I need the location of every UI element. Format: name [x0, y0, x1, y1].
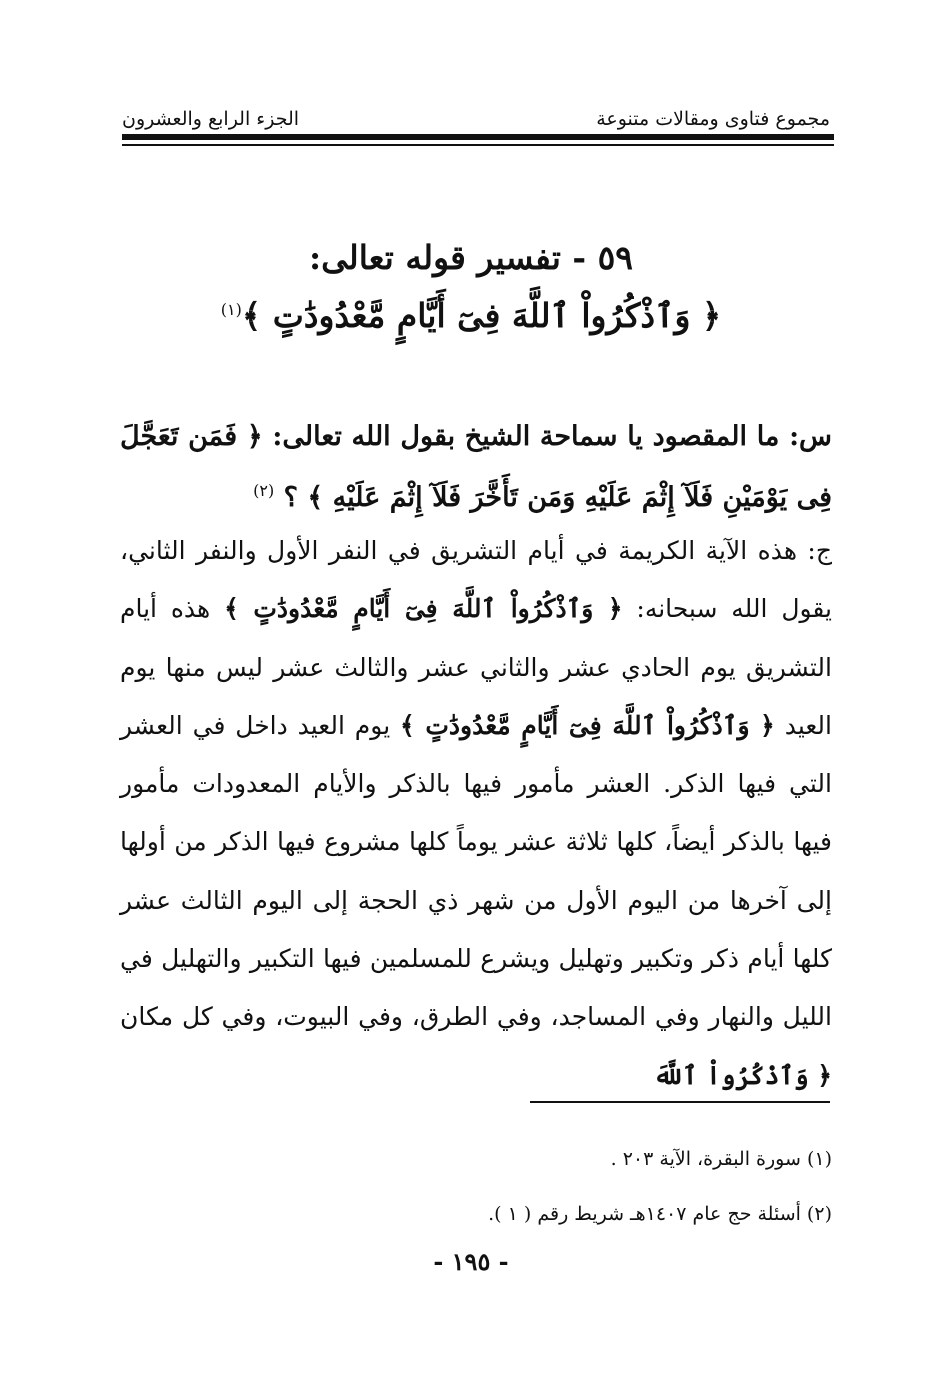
answer-verse-2: ﴿ وَٱذْكُرُواْ ٱللَّهَ فِىٓ أَيَّامٍ مَّعْدُودَٰتٍ ﴾ [400, 710, 775, 740]
volume-label: الجزء الرابع والعشرون [122, 108, 300, 130]
header-rule-thin [122, 144, 834, 146]
answer-text-1: ج: هذه الآية الكريمة في أيام التشريق في النفر الأول والنفر الثاني، يقول الله سبحانه: [120, 536, 833, 624]
question-intro: س: ما المقصود يا سماحة الشيخ بقول الله تعالى: [272, 421, 833, 452]
running-header [122, 96, 830, 130]
header-rule-thick [122, 134, 834, 140]
question-mark: ؟ [283, 482, 298, 513]
page-number: - ١٩٥ - [433, 1247, 509, 1276]
footnote-ref-2: (٢) [253, 481, 275, 500]
title-heading: ٥٩ - تفسير قوله تعالى: [308, 238, 634, 277]
verse-open-bracket: ﴿ [701, 296, 722, 335]
question-verse: ﴿ فَمَن تَعَجَّلَ فِى يَوْمَيْنِ فَلَآ إِثْمَ عَلَيْهِ وَمَن تَأَخَّرَ فَلَآ إِثْمَ عَلَيْهِ ﴾ [120, 421, 832, 513]
footnote-ref-1: (١) [220, 300, 242, 319]
verse-close-bracket: ﴾ [241, 296, 262, 335]
section-title [110, 232, 832, 342]
answer-text-2: هذه أيام التشريق يوم الحادي عشر والثاني عشر والثالث عشر ليس منها يوم العيد [120, 594, 832, 740]
answer-text-3: يوم العيد داخل في العشر التي فيها الذكر. العشر مأمور فيها بالذكر والأيام المعدودات مأمور فيها بالذكر أيضاً، كلها ثلاثة عشر يوماً كلها مشروع فيها الذكر من أولها إلى آخرها من اليوم الأول من شهر ذي الحجة إلى اليوم الثالث عشر كلها أيام ذكر وتكبير وتهليل ويشرع للمسلمين فيها التكبير والتهليل في الليل والنهار وفي المساجد، وفي الطرق، وفي البيوت، وفي كل مكان [120, 710, 832, 1032]
footnote-separator [530, 1101, 830, 1103]
answer-verse-3: ﴿ وَٱذْكُرُواْ ٱللَّهَ [653, 1060, 832, 1090]
footnote-2: (٢) أسئلة حج عام ١٤٠٧هـ شريط رقم ( ١ ). [488, 1203, 832, 1225]
title-verse-line [110, 284, 832, 342]
footnote-1: (١) سورة البقرة، الآية ٢٠٣ . [610, 1148, 832, 1170]
answer-verse-1: ﴿ وَٱذْكُرُواْ ٱللَّهَ فِىٓ أَيَّامٍ مَّعْدُودَٰتٍ ﴾ [224, 594, 623, 624]
title-verse: وَٱذْكُرُواْ ٱللَّهَ فِىٓ أَيَّامٍ مَّعْدُودَٰتٍ [272, 296, 691, 335]
footnotes [120, 1132, 832, 1242]
question-paragraph [120, 410, 832, 525]
book-title: مجموع فتاوى ومقالات متنوعة [596, 108, 830, 130]
answer-paragraph [120, 522, 832, 1105]
